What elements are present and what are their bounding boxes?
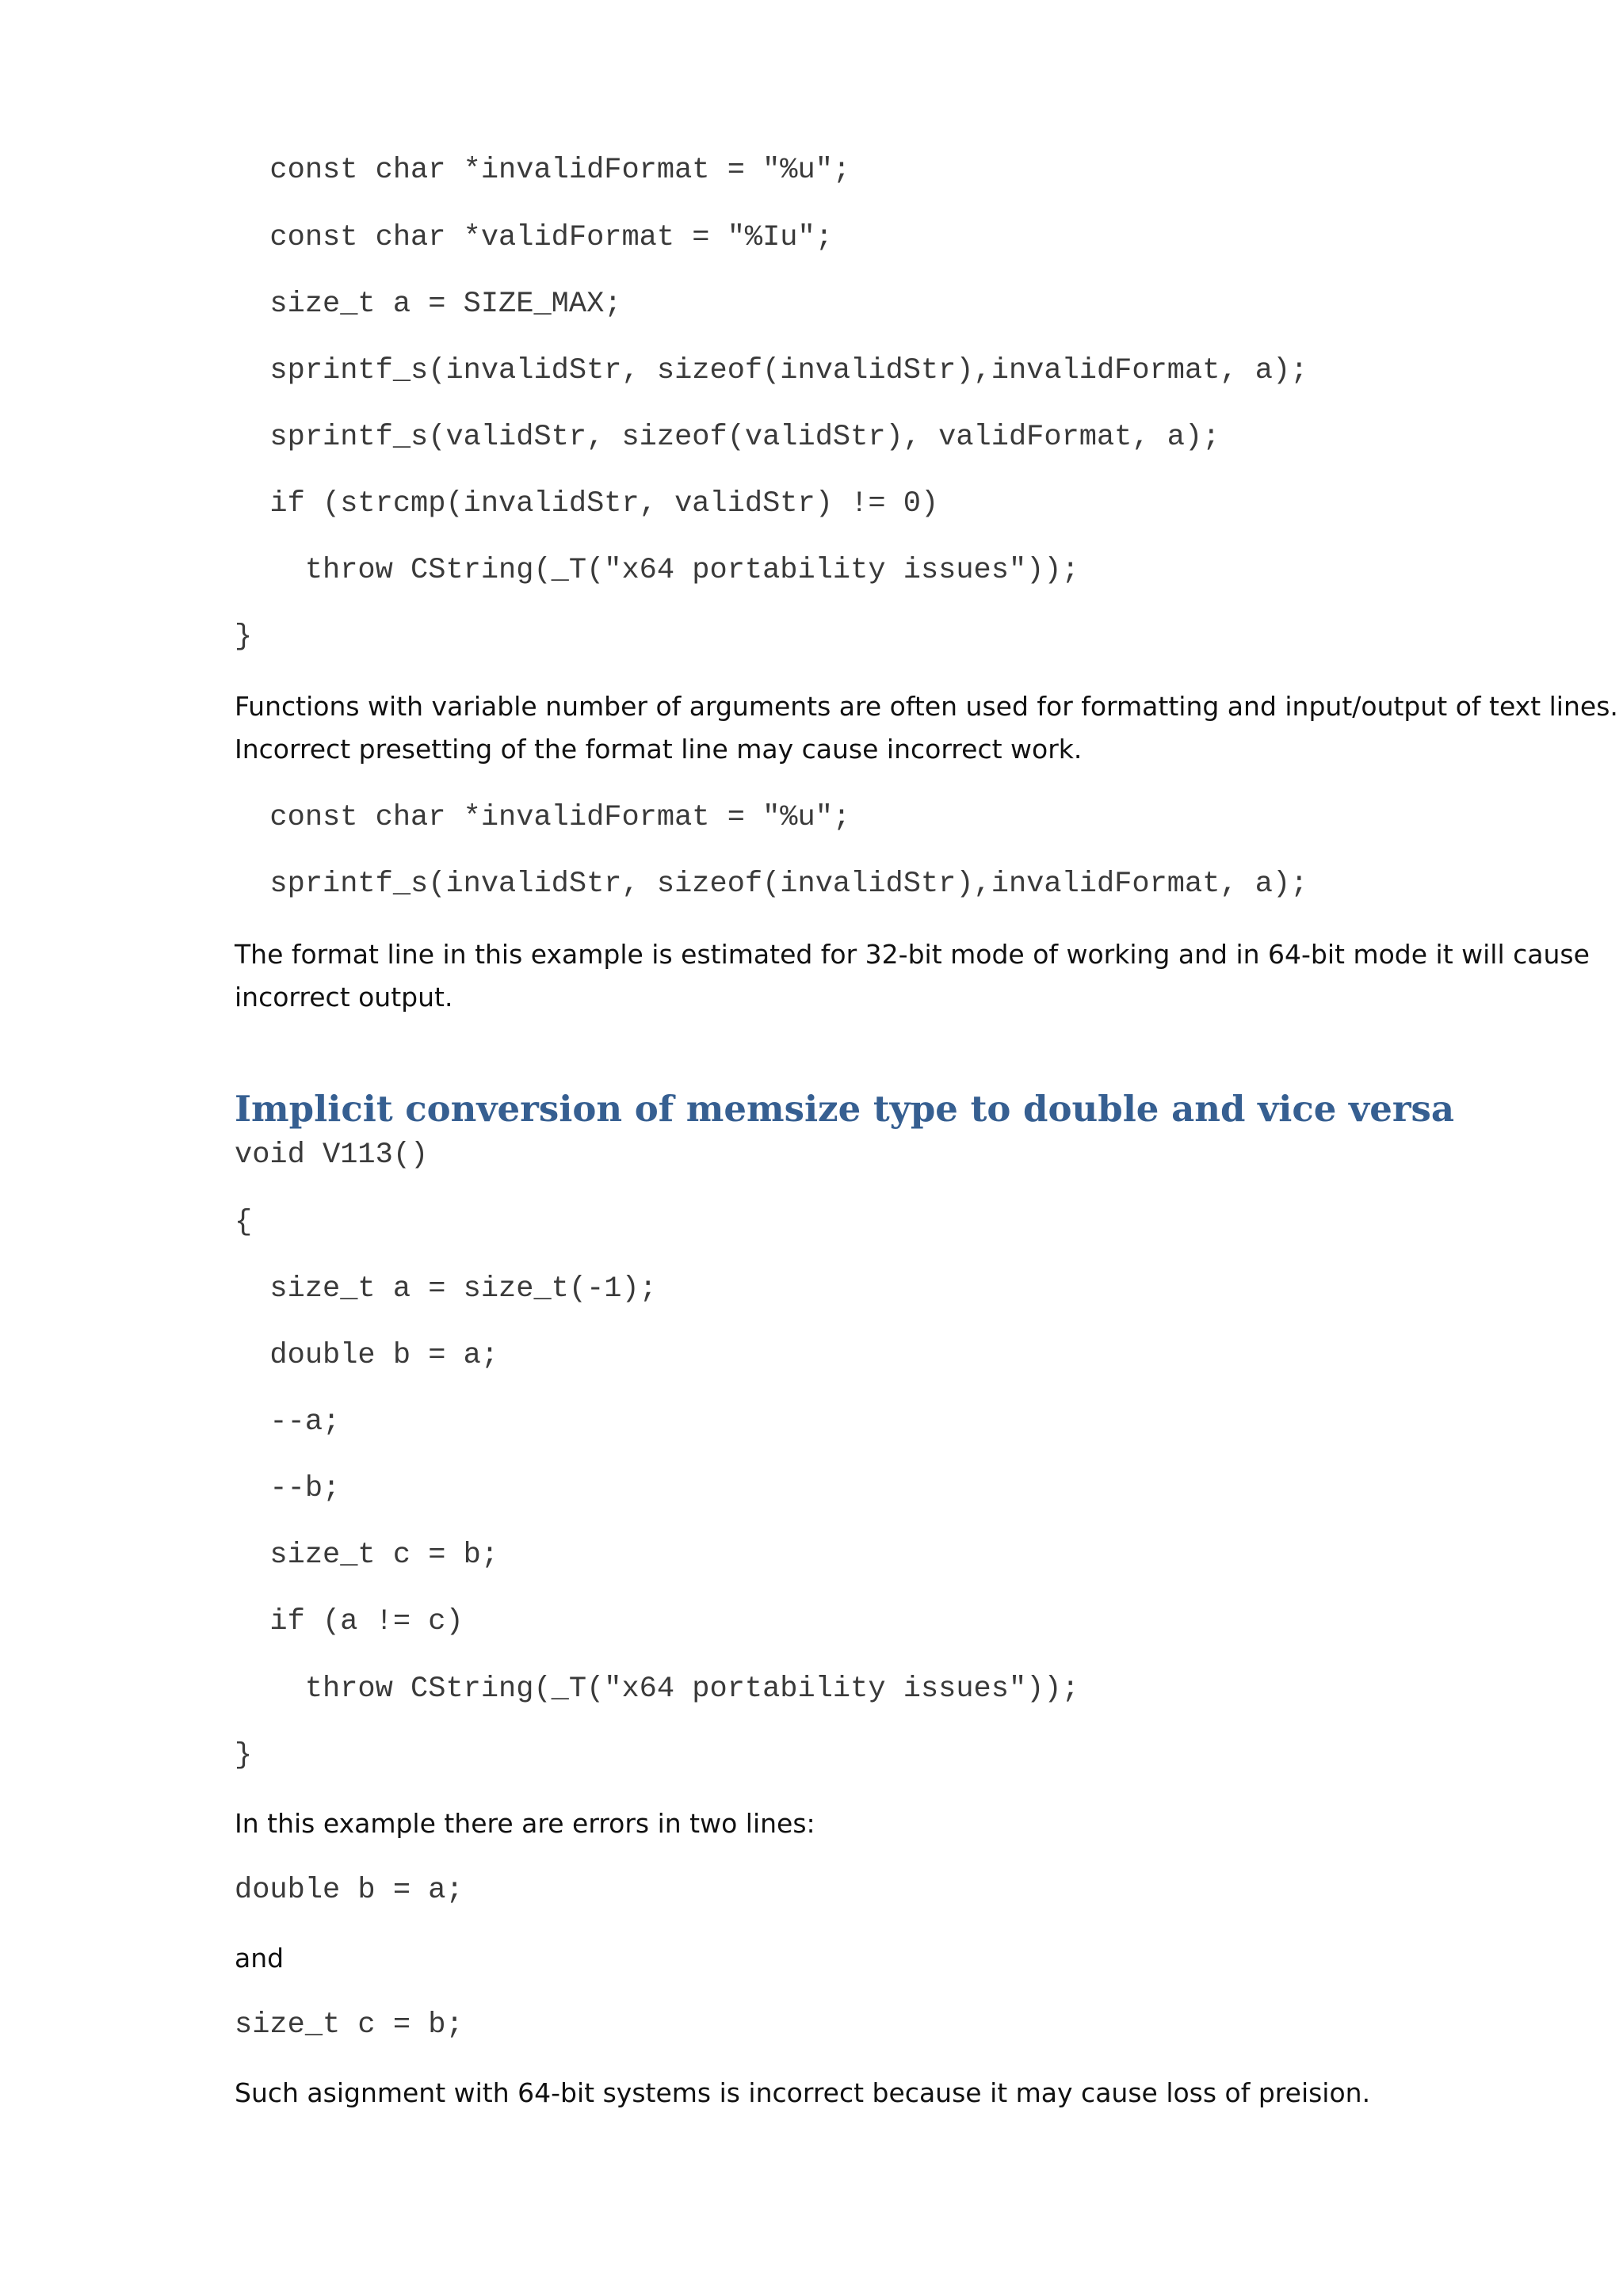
code-line: { — [235, 1206, 253, 1239]
code-line: sprintf_s(invalidStr, sizeof(invalidStr),invalidFormat, a); — [235, 868, 1308, 901]
code-line: --b; — [235, 1472, 341, 1505]
code-line: size_t c = b; — [235, 1539, 499, 1572]
paragraph: Functions with variable number of arguments are often used for formatting and input/output of text lines. Incorrect presetting of the format line may cause incorrect work. — [235, 691, 1618, 765]
code-line: } — [235, 620, 253, 654]
code-line: } — [235, 1739, 253, 1772]
code-line: throw CString(_T("x64 portability issues")); — [235, 554, 1079, 587]
code-line: const char *invalidFormat = "%u"; — [235, 801, 851, 834]
code-line: throw CString(_T("x64 portability issues")); — [235, 1672, 1079, 1706]
code-line: const char *validFormat = "%Iu"; — [235, 221, 833, 254]
code-line: const char *invalidFormat = "%u"; — [235, 154, 851, 187]
code-line: double b = a; — [235, 1874, 464, 1907]
code-line: void V113() — [235, 1138, 429, 1172]
code-line: sprintf_s(validStr, sizeof(validStr), validFormat, a); — [235, 421, 1220, 454]
code-line: double b = a; — [235, 1339, 499, 1372]
code-line: size_t a = SIZE_MAX; — [235, 288, 622, 321]
paragraph: Such asignment with 64-bit systems is incorrect because it may cause loss of preision. — [235, 2077, 1371, 2108]
paragraph: The format line in this example is estimated for 32-bit mode of working and in 64-bit mode it will cause incorrect output. — [235, 939, 1590, 1013]
code-line: sprintf_s(invalidStr, sizeof(invalidStr),invalidFormat, a); — [235, 354, 1308, 387]
code-line: --a; — [235, 1405, 341, 1439]
code-line: size_t a = size_t(-1); — [235, 1272, 657, 1306]
code-line: if (a != c) — [235, 1605, 464, 1638]
code-line: if (strcmp(invalidStr, validStr) != 0) — [235, 487, 939, 521]
code-line: size_t c = b; — [235, 2008, 464, 2042]
section-heading: Implicit conversion of memsize type to double and vice versa — [235, 1088, 1455, 1130]
paragraph: and — [235, 1943, 285, 1974]
paragraph: In this example there are errors in two lines: — [235, 1808, 815, 1839]
